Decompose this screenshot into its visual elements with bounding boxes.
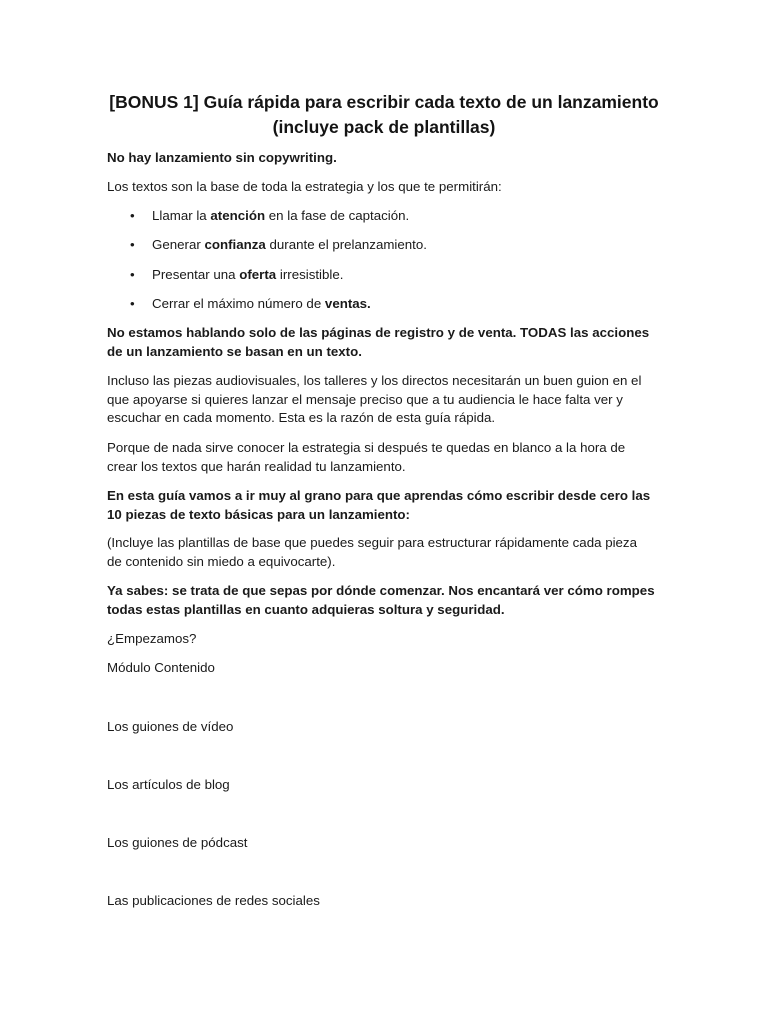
bullet-bold: confianza	[204, 237, 266, 252]
module-header: Módulo Contenido	[107, 660, 215, 675]
document-title: [BONUS 1] Guía rápida para escribir cada texto de un lanzamiento (incluye pack de plantillas)	[109, 92, 659, 137]
paragraph-bold-2: En esta guía vamos a ir muy al grano para que aprendas cómo escribir desde cero las 10 piezas de texto básicas para un lanzamiento:	[107, 488, 651, 522]
module-item: Los guiones de pódcast	[107, 835, 248, 850]
bullet-text: Llamar la	[152, 208, 211, 223]
bullet-text: Presentar una	[152, 267, 240, 282]
bullet-dot: •	[130, 208, 135, 223]
bullet-dot: •	[130, 237, 135, 252]
intro-text: Los textos son la base de toda la estrategia y los que te permitirán:	[107, 179, 502, 194]
bullet-text: Generar	[152, 237, 205, 252]
module-item: Las publicaciones de redes sociales	[107, 893, 320, 908]
bullet-bold: oferta	[239, 267, 277, 282]
paragraph-1: Incluso las piezas audiovisuales, los talleres y los directos necesitarán un buen guion en el que apoyarse si quieres lanzar el mensaje preciso que a tu audiencia le hace falta ver y escuchar en cada momento. Esta es la razón de esta guía rápida.	[107, 373, 642, 425]
paragraph-bold-3: Ya sabes: se trata de que sepas por dónde comenzar. Nos encantará ver cómo rompes todas estas plantillas en cuanto adquieras soltura y seguridad.	[107, 583, 655, 617]
intro-bold: No hay lanzamiento sin copywriting.	[107, 150, 337, 165]
question-text: ¿Empezamos?	[107, 631, 197, 646]
bullet-bold: ventas.	[324, 296, 371, 311]
module-item: Los guiones de vídeo	[107, 719, 234, 734]
paragraph-2: Porque de nada sirve conocer la estrategia si después te quedas en blanco a la hora de crear los textos que harán realidad tu lanzamiento.	[107, 440, 626, 474]
paragraph-3: (Incluye las plantillas de base que puedes seguir para estructurar rápidamente cada pieza de contenido sin miedo a equivocarte).	[107, 535, 637, 569]
bullet-text: Cerrar el máximo número de	[152, 296, 325, 311]
paragraph-bold-1: No estamos hablando solo de las páginas de registro y de venta. TODAS las acciones de un lanzamiento se basan en un texto.	[107, 325, 650, 359]
bullet-text: irresistible.	[276, 267, 344, 282]
bullet-text: durante el prelanzamiento.	[265, 237, 427, 252]
bullet-dot: •	[130, 267, 135, 282]
bullet-bold: atención	[210, 208, 266, 223]
bullet-dot: •	[130, 296, 135, 311]
bullet-text: en la fase de captación.	[265, 208, 410, 223]
module-item: Los artículos de blog	[107, 777, 230, 792]
